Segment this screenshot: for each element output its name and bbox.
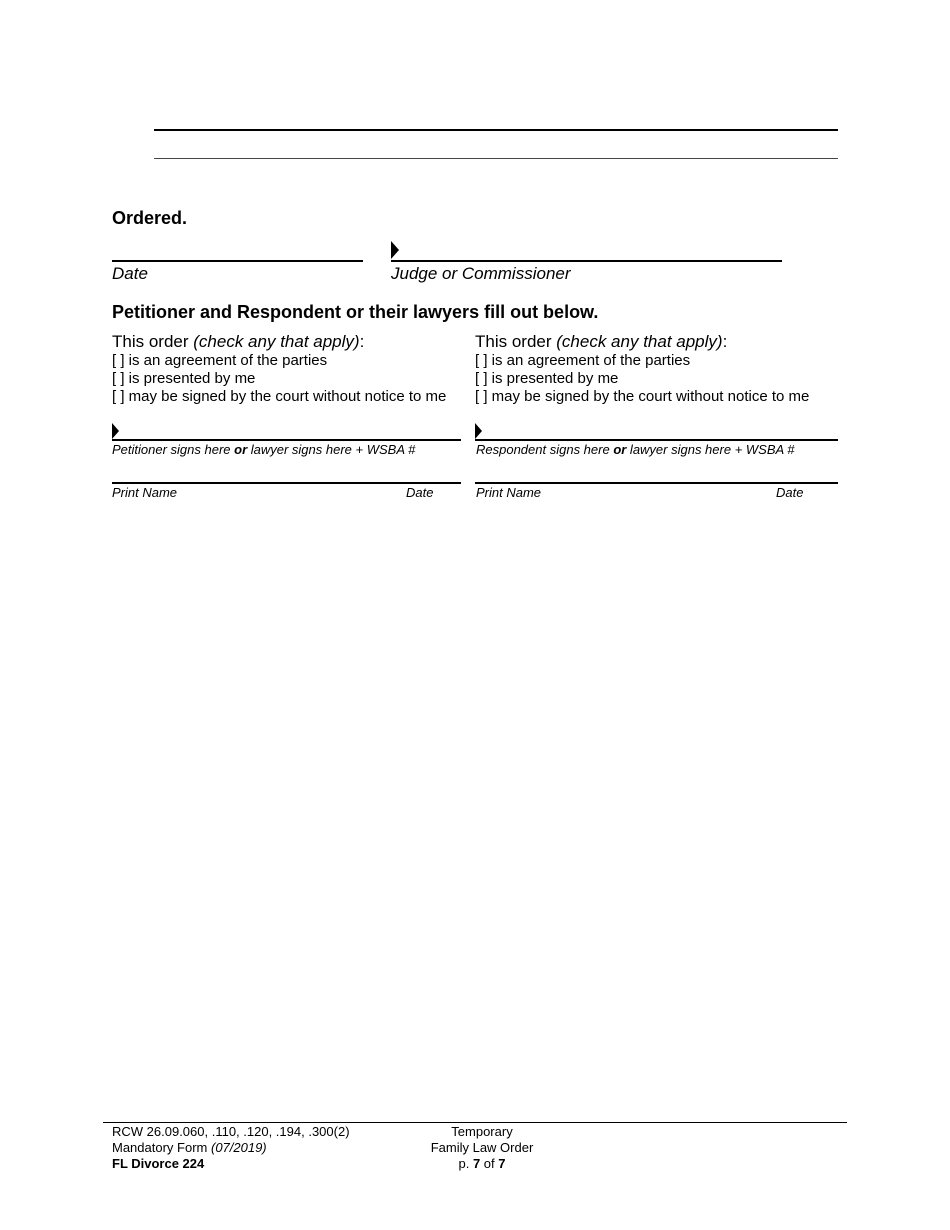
respondent-print-name-label: Print Name bbox=[476, 485, 542, 500]
footer-left bbox=[112, 1124, 350, 1172]
date-signature-line bbox=[112, 260, 363, 262]
respondent-sign-caption bbox=[476, 442, 795, 457]
ordered-heading: Ordered. bbox=[112, 208, 188, 228]
petitioner-print-name-line[interactable] bbox=[112, 482, 461, 484]
judge-sign-arrow-icon bbox=[391, 241, 399, 259]
top-rule-2 bbox=[154, 158, 838, 159]
petitioner-order-intro-note: (check any that apply) bbox=[193, 332, 360, 351]
petitioner-sign-arrow-icon bbox=[112, 423, 119, 439]
respondent-signature-line[interactable] bbox=[475, 439, 838, 441]
footer-mandatory bbox=[112, 1140, 350, 1156]
petitioner-sign-caption bbox=[112, 442, 415, 457]
respondent-option-agreement[interactable]: [ ] is an agreement of the parties bbox=[475, 352, 691, 369]
petitioner-sign-or: or bbox=[234, 442, 248, 457]
respondent-option-no-notice[interactable]: [ ] may be signed by the court without notice to me bbox=[475, 388, 810, 405]
footer-rcw: RCW 26.09.060, .110, .120, .194, .300(2) bbox=[112, 1124, 350, 1139]
respondent-option-presented[interactable]: [ ] is presented by me bbox=[475, 370, 619, 387]
petitioner-option-no-notice[interactable]: [ ] may be signed by the court without notice to me bbox=[112, 388, 447, 405]
footer-page-mid: of bbox=[480, 1156, 499, 1171]
petitioner-option-presented[interactable]: [ ] is presented by me bbox=[112, 370, 256, 387]
petitioner-order-intro-colon: : bbox=[359, 332, 365, 351]
footer-title-1: Temporary bbox=[451, 1124, 513, 1139]
petitioner-signature-line[interactable] bbox=[112, 439, 461, 441]
respondent-sign-pre: Respondent signs here bbox=[476, 442, 614, 457]
footer-mandatory-text: Mandatory Form bbox=[112, 1140, 211, 1155]
footer-page-total: 7 bbox=[498, 1156, 506, 1171]
footer-rule bbox=[103, 1122, 847, 1123]
footer-title-2: Family Law Order bbox=[430, 1140, 534, 1155]
top-rule-1 bbox=[154, 129, 838, 131]
respondent-order-intro-text: This order bbox=[475, 332, 552, 351]
judge-signature-line[interactable] bbox=[391, 260, 782, 262]
respondent-sign-arrow-icon bbox=[475, 423, 482, 439]
footer-page bbox=[402, 1156, 562, 1172]
judge-label: Judge or Commissioner bbox=[391, 264, 571, 283]
petitioner-date-label: Date bbox=[406, 485, 434, 500]
respondent-print-name-line[interactable] bbox=[475, 482, 838, 484]
respondent-order-intro bbox=[475, 332, 727, 352]
petitioner-sign-pre: Petitioner signs here bbox=[112, 442, 235, 457]
petitioner-sign-post: lawyer signs here + WSBA # bbox=[247, 442, 416, 457]
petitioner-order-intro bbox=[112, 332, 364, 352]
date-label: Date bbox=[112, 264, 148, 283]
footer-page-num: 7 bbox=[472, 1156, 481, 1171]
footer-mandatory-date: (07/2019) bbox=[210, 1140, 267, 1155]
petitioner-print-name-label: Print Name bbox=[112, 485, 178, 500]
parties-heading: Petitioner and Respondent or their lawyers fill out below. bbox=[112, 302, 599, 322]
respondent-sign-or: or bbox=[613, 442, 627, 457]
respondent-date-label: Date bbox=[776, 485, 804, 500]
respondent-order-intro-note: (check any that apply) bbox=[556, 332, 723, 351]
respondent-order-intro-colon: : bbox=[722, 332, 728, 351]
petitioner-option-agreement[interactable]: [ ] is an agreement of the parties bbox=[112, 352, 328, 369]
footer-form-id: FL Divorce 224 bbox=[112, 1156, 205, 1171]
petitioner-order-intro-text: This order bbox=[112, 332, 189, 351]
respondent-sign-post: lawyer signs here + WSBA # bbox=[626, 442, 795, 457]
footer-page-pre: p. bbox=[458, 1156, 473, 1171]
footer-center bbox=[402, 1124, 562, 1172]
